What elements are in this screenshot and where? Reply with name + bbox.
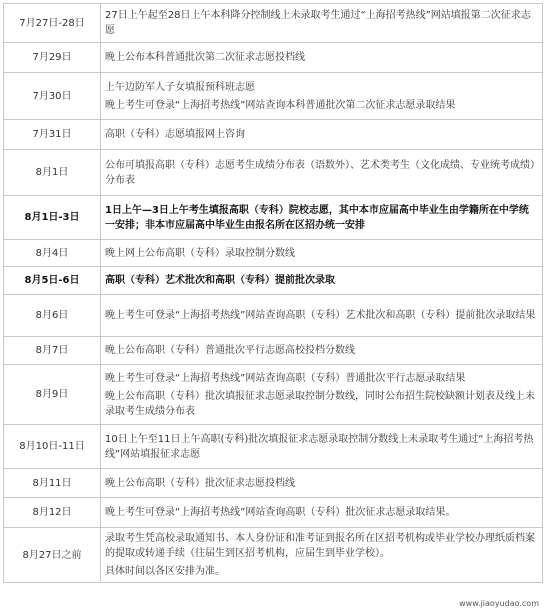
watermark: www.jiaoyudao.com xyxy=(459,599,539,608)
description-line: 晚上公布高职（专科）批次填报征求志愿录取控制分数线，同时公布招生院校缺额计划表及线上未录取考生成绩分布表 xyxy=(105,390,535,417)
schedule-row xyxy=(4,4,543,43)
schedule-row xyxy=(4,365,543,425)
date-cell: 8月1日-3日 xyxy=(4,196,101,240)
description-cell xyxy=(101,150,543,196)
description-line: 10日上午至11日上午高职(专科)批次填报征求志愿录取控制分数线上未录取考生通过“上海招考热线”网站填报征求志愿 xyxy=(105,433,534,460)
date-cell: 8月6日 xyxy=(4,295,101,337)
description-cell xyxy=(101,4,543,43)
date-cell: 7月31日 xyxy=(4,120,101,150)
description-line: 具体时间以各区安排为准。 xyxy=(105,566,225,577)
description-cell xyxy=(101,240,543,267)
description-cell xyxy=(101,120,543,150)
description-line: 公布可填报高职（专科）志愿考生成绩分布表（语数外）、艺术类考生（文化成绩、专业统考成绩）分布表 xyxy=(105,159,535,186)
admission-schedule-table xyxy=(3,3,543,583)
description-line: 晚上考生可登录“上海招考热线”网站查询高职（专科）普通批次平行志愿录取结果 xyxy=(105,372,466,384)
date-cell: 8月11日 xyxy=(4,469,101,498)
date-cell: 7月30日 xyxy=(4,73,101,120)
description-cell xyxy=(101,498,543,528)
date-cell: 7月29日 xyxy=(4,43,101,73)
date-cell: 8月7日 xyxy=(4,337,101,365)
description-line: 晚上公布本科普通批次第二次征求志愿投档线 xyxy=(105,52,305,63)
schedule-row xyxy=(4,469,543,498)
description-line: 晚上公布高职（专科）普通批次平行志愿高校投档分数线 xyxy=(105,345,355,356)
description-line: 27日上午起至28日上午本科降分控制线上未录取考生通过“上海招考热线”网站填报第二次征求志愿 xyxy=(105,10,531,36)
date-cell: 8月27日之前 xyxy=(4,528,101,583)
description-line: 录取考生凭高校录取通知书、本人身份证和准考证到报名所在区招考机构或毕业学校办理纸质档案的提取或转递手续（往届生到区招考机构，应届生到毕业学校）。 xyxy=(105,533,535,559)
schedule-row xyxy=(4,150,543,196)
description-line: 晚上公布高职（专科）批次征求志愿投档线 xyxy=(105,477,295,489)
description-cell xyxy=(101,295,543,337)
description-line: 高职（专科）志愿填报网上咨询 xyxy=(105,129,245,140)
description-cell xyxy=(101,469,543,498)
schedule-row xyxy=(4,196,543,240)
schedule-row xyxy=(4,267,543,295)
schedule-row xyxy=(4,73,543,120)
date-cell: 7月27日-28日 xyxy=(4,4,101,43)
date-cell: 8月4日 xyxy=(4,240,101,267)
description-line: 晚上考生可登录“上海招考热线”网站查询高职（专科）批次征求志愿录取结果。 xyxy=(105,507,456,518)
description-cell xyxy=(101,73,543,120)
description-cell xyxy=(101,365,543,425)
date-cell: 8月12日 xyxy=(4,498,101,528)
description-cell xyxy=(101,337,543,365)
description-line: 晚上网上公布高职（专科）录取控制分数线 xyxy=(105,247,295,259)
description-cell xyxy=(101,267,543,295)
description-line: 晚上考生可登录“上海招考热线”网站查询高职（专科）艺术批次和高职（专科）提前批次录取结果 xyxy=(105,310,536,321)
description-cell xyxy=(101,528,543,583)
schedule-row xyxy=(4,43,543,73)
schedule-row xyxy=(4,240,543,267)
schedule-row xyxy=(4,120,543,150)
schedule-row xyxy=(4,498,543,528)
description-line: 晚上考生可登录“上海招考热线”网站查询本科普通批次第二次征求志愿录取结果 xyxy=(105,99,456,111)
description-line: 上午边防军人子女填报预科班志愿 xyxy=(105,81,255,93)
description-cell xyxy=(101,425,543,469)
date-cell: 8月1日 xyxy=(4,150,101,196)
date-cell: 8月9日 xyxy=(4,365,101,425)
schedule-row xyxy=(4,528,543,583)
description-cell xyxy=(101,43,543,73)
date-cell: 8月5日-6日 xyxy=(4,267,101,295)
description-line: 1日上午—3日上午考生填报高职（专科）院校志愿，其中本市应届高中毕业生由学籍所在中学统一安排；非本市应届高中毕业生由报名所在区招办统一安排 xyxy=(105,204,529,231)
description-cell xyxy=(101,196,543,240)
description-line: 高职（专科）艺术批次和高职（专科）提前批次录取 xyxy=(105,275,335,286)
schedule-row xyxy=(4,295,543,337)
schedule-row xyxy=(4,337,543,365)
date-cell: 8月10日-11日 xyxy=(4,425,101,469)
schedule-row xyxy=(4,425,543,469)
